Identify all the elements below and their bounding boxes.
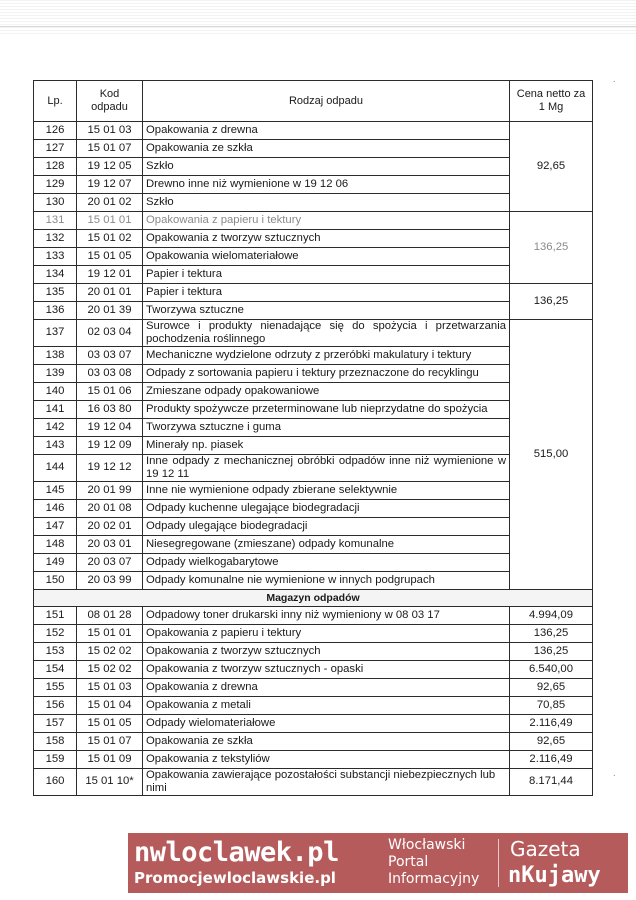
cell-price-group: 515,00: [510, 320, 593, 590]
footer-banner: [128, 833, 628, 893]
cell-kod: 15 01 03: [77, 678, 143, 696]
cell-price: 136,25: [510, 642, 593, 660]
cell-name: Opakowania wielomateriałowe: [143, 248, 510, 266]
cell-lp: 141: [34, 400, 77, 418]
margin-mark: ·: [612, 76, 616, 87]
cell-name: Tworzywa sztuczne: [143, 302, 510, 320]
cell-name: Odpady wielkogabarytowe: [143, 553, 510, 571]
cell-lp: 129: [34, 176, 77, 194]
cell-price: 4.994,09: [510, 606, 593, 624]
cell-lp: 150: [34, 571, 77, 589]
cell-name: Szkło: [143, 158, 510, 176]
table-row: [34, 346, 593, 364]
margin-mark: ·: [612, 770, 616, 781]
cell-name: Produkty spożywcze przeterminowane lub nieprzydatne do spożycia: [143, 400, 510, 418]
cell-name: Mechaniczne wydzielone odrzuty z przeróbki makulatury i tektury: [143, 346, 510, 364]
cell-name: Odpady komunalne nie wymienione w innych podgrupach: [143, 571, 510, 589]
table-row: [34, 212, 593, 230]
table-row: [34, 248, 593, 266]
cell-price: 70,85: [510, 696, 593, 714]
cell-price: 92,65: [510, 732, 593, 750]
cell-kod: 20 01 01: [77, 284, 143, 302]
table-row: [34, 158, 593, 176]
cell-lp: 127: [34, 140, 77, 158]
cell-price: 2.116,49: [510, 750, 593, 768]
cell-name: Inne odpady z mechanicznej obróbki odpadów inne niż wymienione w 19 12 11: [143, 454, 510, 481]
cell-kod: 15 01 06: [77, 382, 143, 400]
cell-name: Odpady ulegające biodegradacji: [143, 517, 510, 535]
cell-lp: 138: [34, 346, 77, 364]
cell-kod: 20 01 99: [77, 481, 143, 499]
cell-name: Opakowania z drewna: [143, 678, 510, 696]
table-row: [34, 553, 593, 571]
table-row: [34, 122, 593, 140]
cell-name: Opakowania ze szkła: [143, 732, 510, 750]
header-lp: Lp.: [34, 81, 77, 122]
cell-name: Opakowania ze szkła: [143, 140, 510, 158]
cell-name: Tworzywa sztuczne i guma: [143, 418, 510, 436]
cell-lp: 146: [34, 499, 77, 517]
cell-lp: 126: [34, 122, 77, 140]
cell-name: Opakowania z tworzyw sztucznych: [143, 230, 510, 248]
table-row: [34, 517, 593, 535]
cell-lp: 154: [34, 660, 77, 678]
table-row: [34, 266, 593, 284]
cell-kod: 08 01 28: [77, 606, 143, 624]
footer-gazeta: Gazeta: [510, 837, 581, 861]
cell-lp: 147: [34, 517, 77, 535]
table-row: [34, 481, 593, 499]
cell-price: 2.116,49: [510, 714, 593, 732]
footer-portal-line3: Informacyjny: [388, 871, 480, 887]
cell-lp: 136: [34, 302, 77, 320]
cell-lp: 142: [34, 418, 77, 436]
header-cena: Cena netto za 1 Mg: [510, 81, 593, 122]
cell-lp: 137: [34, 320, 77, 347]
cell-price: 136,25: [510, 624, 593, 642]
cell-kod: 20 03 07: [77, 553, 143, 571]
cell-name: Odpady wielomateriałowe: [143, 714, 510, 732]
cell-kod: 03 03 08: [77, 364, 143, 382]
cell-kod: 15 01 05: [77, 714, 143, 732]
cell-kod: 20 02 01: [77, 517, 143, 535]
header-rodzaj: Rodzaj odpadu: [143, 81, 510, 122]
cell-kod: 15 01 09: [77, 750, 143, 768]
scan-header-strip: [0, 0, 636, 34]
cell-lp: 157: [34, 714, 77, 732]
cell-kod: 15 01 07: [77, 140, 143, 158]
table-body: [34, 122, 593, 796]
cell-name: Surowce i produkty nienadające się do spożycia i przetwarzania pochodzenia roślinnego: [143, 320, 510, 347]
cell-kod: 15 01 01: [77, 624, 143, 642]
cell-kod: 03 03 07: [77, 346, 143, 364]
cell-price-group: 136,25: [510, 212, 593, 284]
cell-kod: 15 02 02: [77, 660, 143, 678]
cell-lp: 143: [34, 436, 77, 454]
cell-lp: 155: [34, 678, 77, 696]
cell-name: Minerały np. piasek: [143, 436, 510, 454]
cell-lp: 156: [34, 696, 77, 714]
cell-name: Opakowania z tekstyliów: [143, 750, 510, 768]
table-row: [34, 750, 593, 768]
table-row: [34, 194, 593, 212]
cell-lp: 130: [34, 194, 77, 212]
cell-lp: 145: [34, 481, 77, 499]
footer-divider: [498, 839, 499, 887]
cell-name: Opakowania z tworzyw sztucznych: [143, 642, 510, 660]
table-row: [34, 418, 593, 436]
cell-lp: 153: [34, 642, 77, 660]
table-header-row: [34, 81, 593, 122]
cell-lp: 149: [34, 553, 77, 571]
table-row: [34, 454, 593, 481]
cell-lp: 134: [34, 266, 77, 284]
footer-portal-line2: Portal: [388, 854, 429, 870]
table-row: [34, 176, 593, 194]
table-row: [34, 382, 593, 400]
table-row: [34, 436, 593, 454]
cell-lp: 160: [34, 768, 77, 795]
table-row: [34, 660, 593, 678]
cell-kod: 15 01 05: [77, 248, 143, 266]
cell-price: 6.540,00: [510, 660, 593, 678]
cell-name: Odpady kuchenne ulegające biodegradacji: [143, 499, 510, 517]
waste-price-table: [33, 80, 593, 796]
cell-lp: 139: [34, 364, 77, 382]
table-row: [34, 140, 593, 158]
table-row: [34, 535, 593, 553]
cell-name: Papier i tektura: [143, 284, 510, 302]
table-row: [34, 571, 593, 589]
cell-name: Niesegregowane (zmieszane) odpady komunalne: [143, 535, 510, 553]
cell-kod: 15 01 02: [77, 230, 143, 248]
cell-kod: 19 12 05: [77, 158, 143, 176]
cell-kod: 19 12 01: [77, 266, 143, 284]
cell-lp: 135: [34, 284, 77, 302]
cell-name: Odpady z sortowania papieru i tektury przeznaczone do recyklingu: [143, 364, 510, 382]
footer-site-name: nwloclawek.pl: [134, 837, 339, 868]
cell-price-group: 136,25: [510, 284, 593, 320]
cell-name: Opakowania z papieru i tektury: [143, 212, 510, 230]
table-row: [34, 499, 593, 517]
cell-name: Opakowania z drewna: [143, 122, 510, 140]
cell-kod: 20 03 99: [77, 571, 143, 589]
cell-kod: 19 12 04: [77, 418, 143, 436]
cell-lp: 144: [34, 454, 77, 481]
cell-kod: 15 01 07: [77, 732, 143, 750]
cell-name: Szkło: [143, 194, 510, 212]
table-row: [34, 768, 593, 795]
cell-lp: 151: [34, 606, 77, 624]
cell-lp: 132: [34, 230, 77, 248]
cell-price-group: 92,65: [510, 122, 593, 212]
table-row: [34, 606, 593, 624]
cell-lp: 128: [34, 158, 77, 176]
cell-kod: 16 03 80: [77, 400, 143, 418]
table-row: [34, 678, 593, 696]
cell-lp: 140: [34, 382, 77, 400]
cell-name: Opakowania z metali: [143, 696, 510, 714]
table-row: [34, 624, 593, 642]
cell-kod: 15 01 01: [77, 212, 143, 230]
table-row: [34, 642, 593, 660]
cell-lp: 159: [34, 750, 77, 768]
table-row: [34, 732, 593, 750]
table-row: [34, 320, 593, 347]
section-title: Magazyn odpadów: [34, 589, 593, 606]
cell-name: Drewno inne niż wymienione w 19 12 06: [143, 176, 510, 194]
cell-kod: 15 02 02: [77, 642, 143, 660]
cell-kod: 15 01 10*: [77, 768, 143, 795]
table-row: [34, 400, 593, 418]
cell-kod: 20 01 39: [77, 302, 143, 320]
cell-name: Opakowania zawierające pozostałości substancji niebezpiecznych lub nimi: [143, 768, 510, 795]
cell-kod: 20 03 01: [77, 535, 143, 553]
table-row: [34, 230, 593, 248]
cell-name: Opakowania z papieru i tektury: [143, 624, 510, 642]
footer-promo-site: Promocjewloclawskie.pl: [134, 869, 336, 887]
cell-lp: 131: [34, 212, 77, 230]
cell-lp: 152: [34, 624, 77, 642]
cell-kod: 15 01 03: [77, 122, 143, 140]
footer-gazeta-sub: nKujawy: [508, 863, 601, 888]
header-kod: Kod odpadu: [77, 81, 143, 122]
cell-name: Inne nie wymienione odpady zbierane selektywnie: [143, 481, 510, 499]
cell-kod: 02 03 04: [77, 320, 143, 347]
table-row: [34, 284, 593, 302]
cell-name: Papier i tektura: [143, 266, 510, 284]
cell-name: Zmieszane odpady opakowaniowe: [143, 382, 510, 400]
cell-lp: 133: [34, 248, 77, 266]
table-row: [34, 302, 593, 320]
table-row: [34, 714, 593, 732]
cell-lp: 158: [34, 732, 77, 750]
table-row: [34, 364, 593, 382]
footer-portal-label: [388, 837, 500, 888]
cell-kod: 19 12 07: [77, 176, 143, 194]
footer-portal-line1: Włocławski: [388, 837, 466, 853]
section-row: [34, 589, 593, 606]
cell-kod: 20 01 08: [77, 499, 143, 517]
cell-kod: 19 12 12: [77, 454, 143, 481]
cell-kod: 19 12 09: [77, 436, 143, 454]
cell-price: 92,65: [510, 678, 593, 696]
cell-kod: 20 01 02: [77, 194, 143, 212]
table-row: [34, 696, 593, 714]
cell-price: 8.171,44: [510, 768, 593, 795]
cell-lp: 148: [34, 535, 77, 553]
cell-name: Odpadowy toner drukarski inny niż wymieniony w 08 03 17: [143, 606, 510, 624]
cell-name: Opakowania z tworzyw sztucznych - opaski: [143, 660, 510, 678]
cell-kod: 15 01 04: [77, 696, 143, 714]
